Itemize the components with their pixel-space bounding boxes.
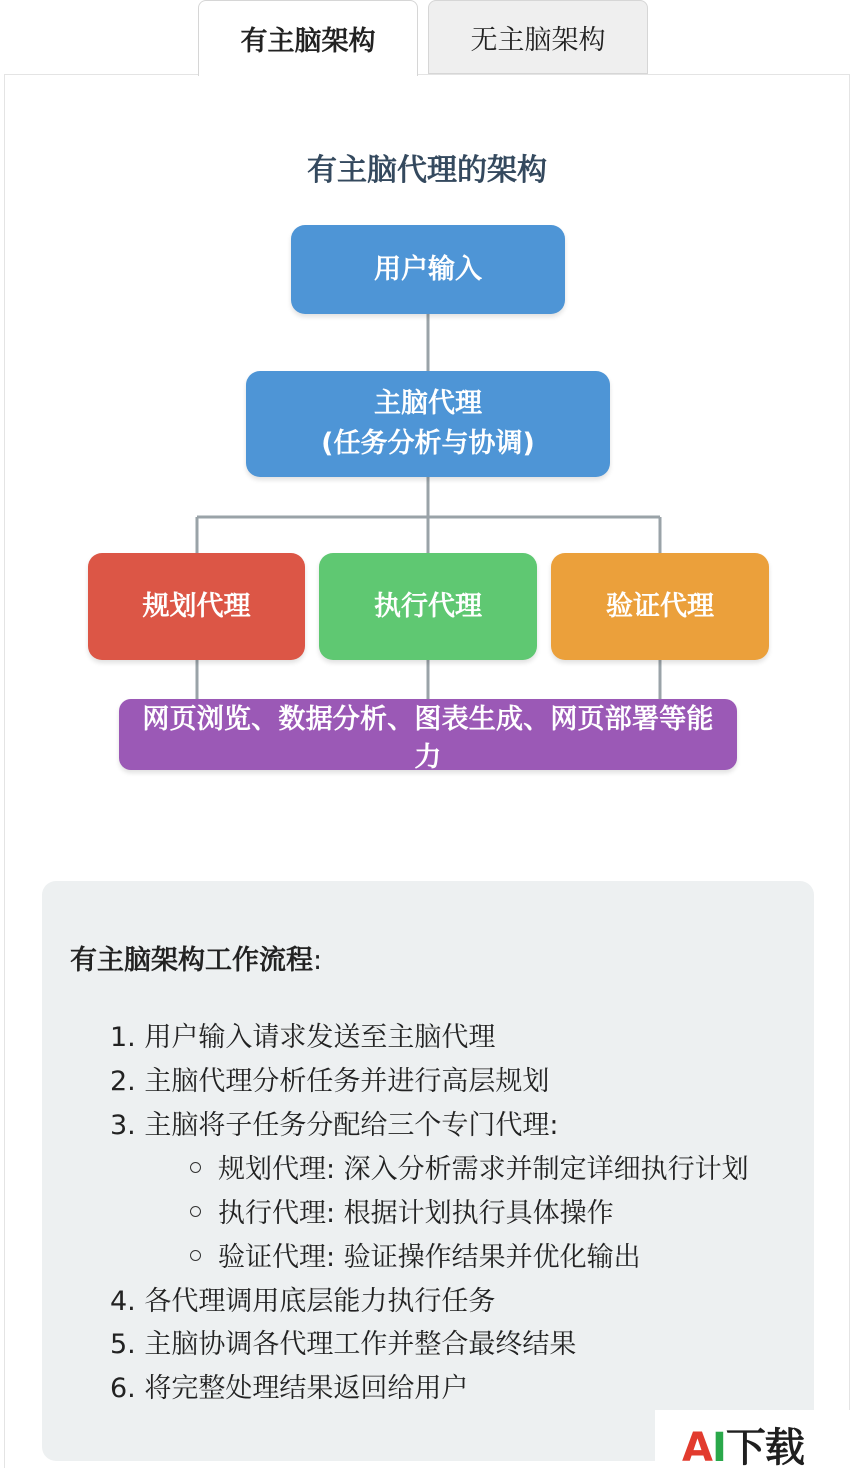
diagram-title: 有主脑代理的架构 xyxy=(307,153,547,188)
workflow-step xyxy=(110,1103,558,1142)
substep-text: 验证代理: 验证操作结果并优化输出 xyxy=(218,1242,641,1273)
step-number: 3. xyxy=(110,1110,136,1141)
workflow-step xyxy=(110,1322,576,1361)
node-user-input-label: 用户输入 xyxy=(374,253,482,285)
step-text: 用户输入请求发送至主脑代理 xyxy=(144,1022,496,1053)
watermark-rest: 下载 xyxy=(725,1425,804,1471)
step-number: 1. xyxy=(110,1022,136,1053)
step-text: 主脑协调各代理工作并整合最终结果 xyxy=(144,1329,577,1360)
node-execution-agent xyxy=(319,553,537,660)
workflow-substep xyxy=(190,1235,641,1274)
step-text: 主脑代理分析任务并进行高层规划 xyxy=(144,1066,550,1097)
step-text: 主脑将子任务分配给三个专门代理: xyxy=(144,1110,559,1141)
node-capabilities-label-line2: 力 xyxy=(414,742,442,770)
step-number: 6. xyxy=(110,1373,136,1404)
workflow-title-colon: : xyxy=(313,945,323,976)
step-text: 将完整处理结果返回给用户 xyxy=(144,1373,469,1404)
node-brain-agent-sublabel: (任务分析与协调) xyxy=(321,428,535,459)
circle-bullet-icon xyxy=(190,1206,201,1217)
workflow-substep xyxy=(190,1147,749,1186)
watermark-a: A xyxy=(682,1425,712,1471)
step-number: 5. xyxy=(110,1329,136,1360)
node-execution-agent-label: 执行代理 xyxy=(374,590,482,622)
circle-bullet-icon xyxy=(190,1162,201,1173)
watermark-i: I xyxy=(711,1425,726,1471)
node-capabilities xyxy=(119,699,737,770)
node-brain-agent-label: 主脑代理 xyxy=(374,388,482,419)
workflow-step xyxy=(110,1279,495,1318)
watermark-logo xyxy=(682,1416,804,1473)
workflow-step xyxy=(110,1015,495,1054)
node-verification-agent-label: 验证代理 xyxy=(606,590,714,622)
node-user-input xyxy=(291,225,565,314)
substep-text: 规划代理: 深入分析需求并制定详细执行计划 xyxy=(218,1154,749,1185)
workflow-step xyxy=(110,1366,468,1405)
step-number: 4. xyxy=(110,1286,136,1317)
substep-text: 执行代理: 根据计划执行具体操作 xyxy=(218,1198,614,1229)
tab-without-brain[interactable]: 无主脑架构 xyxy=(428,0,648,76)
step-text: 各代理调用底层能力执行任务 xyxy=(144,1286,496,1317)
workflow-step xyxy=(110,1059,549,1098)
workflow-title-text: 有主脑架构工作流程 xyxy=(70,945,313,976)
workflow-substep xyxy=(190,1191,614,1230)
node-planning-agent-label: 规划代理 xyxy=(142,590,251,622)
node-planning-agent xyxy=(88,553,305,660)
tab-with-brain[interactable]: 有主脑架构 xyxy=(198,0,418,76)
step-number: 2. xyxy=(110,1066,136,1097)
node-brain-agent xyxy=(246,371,610,477)
node-capabilities-label-line1: 网页浏览、数据分析、图表生成、网页部署等能 xyxy=(142,704,714,735)
workflow-title xyxy=(70,938,322,977)
node-verification-agent xyxy=(551,553,769,660)
circle-bullet-icon xyxy=(190,1250,201,1261)
